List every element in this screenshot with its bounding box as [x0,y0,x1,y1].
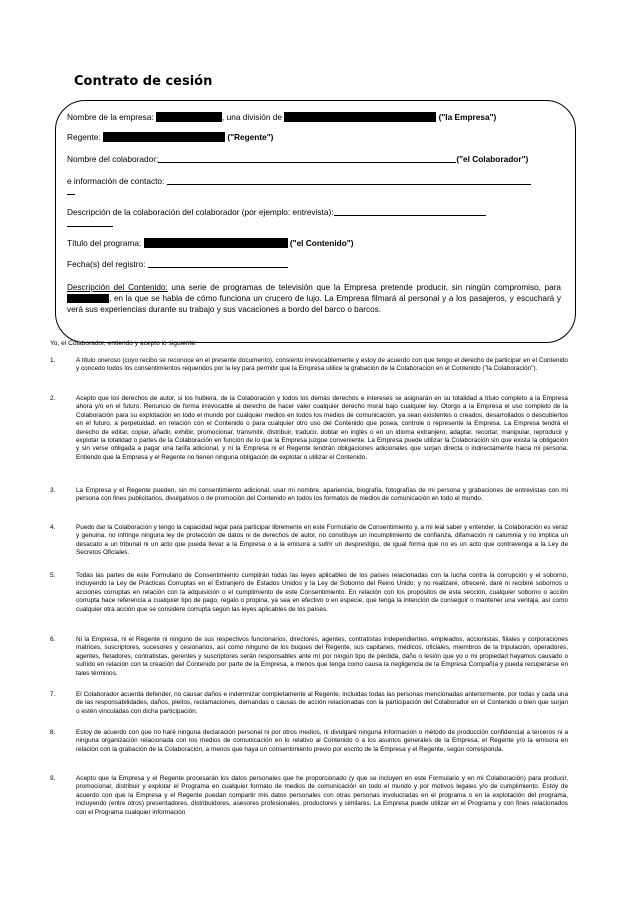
contacto-row [67,176,531,186]
content-description [67,282,561,315]
redaction-block [156,112,222,122]
clause-text: A título oneroso (cuyo recibo se reconoce en el presente documento), consiento irrevocablemente y estoy de acuerdo con que tengo el derecho de participar en el Contenido y concedo todos los consentimientos requeridos por la ley para permitir que la Empresa utilice la grabación de la Colaboración en el Contenido ("la Colaboración"). [76,357,568,373]
colaborador-suffix: ("el Colaborador") [456,154,529,164]
empresa-label: Nombre de la empresa: [67,112,154,122]
fecha-label: Fecha(s) del registro: [67,259,146,269]
redaction-block [144,238,288,248]
redaction-block [103,132,225,142]
regente-suffix: ("Regente") [227,132,274,142]
clause-number: 4. [50,524,56,531]
fecha-input-line[interactable] [148,259,288,268]
empresa-suffix: ("la Empresa") [438,112,497,122]
clause-text: Acepto que la Empresa y el Regente procesarán los datos personales que he proporcionado (y que se incluyen en este Formulario y en mi Colaboración) para producir, promocionar, distribuir y explotar el Programa en cualquier formato de medios de comunicación en todo el mundo y por motivos legales y/o de cumplimiento. Estoy de acuerdo con que la Empresa y el Regente puedan compartir mis datos personales con otras personas involucradas en el programa o en la explotación del programa, incluyendo (entre otros) presentadores, distribuidores, asesores profesionales, productores y similares. La Empresa puede utilizar en el Programa y con fines relacionados con el Programa cualquier información [76,775,568,816]
clause-text: Todas las partes de este Formulario de Consentimiento cumplirán todas las leyes aplicables de los países relacionadas con la lucha contra la corrupción y el soborno, incluyendo la Ley de Prácticas Corruptas en el Extranjero de Estados Unidos y la Ley de Soborno del Reino Unido; y no realizaré, ofreceré, daré ni recibiré sobornos o acciones corruptas en relación con la adquisición o el cumplimiento de este Consentimiento. En relación con los propósitos de esta sección, cualquier soborno o acción corrupta hace referencia a cualquier tipo de pago, regalo o propina, ya sea en efectivo o en especie, que tenga la intención de conseguir o mantener una ventaja, así como cualquier otra acción que se considere corrupta según las leyes aplicables de los países. [76,572,568,613]
description-part1: una serie de programas de televisión que la Empresa pretende producir, sin ningún compromiso, para [167,283,561,292]
colaborador-row [67,154,528,164]
description-label: Descripción del Contenido: [67,283,168,292]
clause-text: Estoy de acuerdo con que no haré ninguna declaración personal ni por otros medios, ni divulgaré ninguna información o método de producción confidencial a terceros ni a ninguna organización relacionada con los medios de comunicación en lo relativo al Contenido o a los asuntos generales de la Empresa, el Regente y/o la emisora en relación con la grabación de la Colaboración, a menos que haya un consentimiento previo por escrito de la Empresa y el Regente, según corresponda. [76,729,568,753]
clause-number: 6. [50,636,56,643]
empresa-row [67,112,496,122]
contacto-continuation-line[interactable] [67,188,75,195]
titulo-label: Título del programa: [67,238,142,248]
empresa-mid: , una división de [222,112,282,122]
intro-text: Yo, el Colaborador, entiendo y acepto lo siguiente: [50,340,197,347]
clause-3 [50,487,568,504]
clause-text: El Colaborador acuerda defender, no causar daños e indemnizar completamente al Regente, incluidas todas las personas mencionadas anteriormente, por todas y cada una de las responsabilidades, daños, pleitos, reclamaciones, demandas o causas de acción relacionadas con la participación del Colaborador en el Contenido o bien que surjan o estén vinculadas con dicha participación. [76,691,568,715]
regente-label: Regente: [67,132,101,142]
colaborador-input-line[interactable] [158,154,456,163]
clause-5 [50,572,568,614]
clause-2 [50,395,568,462]
colaborador-label: Nombre del colaborador: [67,154,159,164]
titulo-suffix: ("el Contenido") [289,238,354,248]
clause-text: La Empresa y el Regente pueden, sin mi consentimiento adicional, usar mi nombre, apariencia, biografía, fotografías de mi persona y grabaciones de entrevistas con mi persona con fines publicitarios, divulgativos o de promoción del Contenido en todos los formatos de medios de comunicación en todo el mundo. [76,487,568,503]
description-part2: , en la que se habla de cómo funciona un crucero de lujo. La Empresa filmará al personal y a los pasajeros, y escuchará y verá sus experiencias durante su trabajo y sus vacaciones a bordo del barco o barcos. [67,294,561,314]
descripcion-label: Descripción de la colaboración del colaborador (por ejemplo: entrevista): [67,207,334,217]
clause-8 [50,729,568,754]
regente-row [67,132,273,142]
clause-number: 9. [50,775,56,782]
clause-1 [50,357,568,374]
clause-number: 7. [50,691,56,698]
descripcion-row [67,207,486,217]
redaction-block [67,294,109,303]
redaction-block [284,112,436,122]
clause-6 [50,636,568,678]
descripcion-input-line[interactable] [334,207,486,216]
clause-4 [50,524,568,558]
clause-number: 3. [50,487,56,494]
fecha-row [67,259,288,269]
clause-number: 8. [50,729,56,736]
contacto-label: e información de contacto: [67,176,165,186]
clause-number: 5. [50,572,56,579]
clause-number: 2. [50,395,56,402]
document-title: Contrato de cesión [74,74,213,89]
descripcion-continuation-line[interactable] [67,220,113,227]
clause-text: Acepto que los derechos de autor, si los hubiera, de la Colaboración y todos los demás derechos e intereses se asignarán en su totalidad a título completo a la Empresa ahora y/o en el futuro. Renuncio de forma irrevocable al derecho de hacer valer cualquier derecho moral bajo cualquier ley. Otorgo a la Empresa el uso completo de la Colaboración para su explotación en todo el mundo por cualquier medios en todos los medios de comunicación, ya sean existentes o creados, desarrollados o descubiertos en el futuro, a perpetuidad, en relación con el Contenido o para cualquier otro uso del Contenido que posea, controle o represente la Empresa. La Empresa tendrá el derecho de editar, copiar, añadir, exhibir, promocionar, transmitir, distribuir, traducir, doblar en inglés o en un idioma extranjero, adaptar, recortar, manipular, reproducir y explotar la totalidad o partes de la Colaboración en función de lo que la Empresa juzgue conveniente. La Empresa puede utilizar la Colaboración sin que exista la obligación y sin verse obligada a pagar una tarifa adicional, y ni la Empresa ni el Regente tendrán obligaciones adicionales que surjan directa o indirectamente hacia mi persona. Entiendo que la Empresa y el Regente no tienen ninguna obligación de explotar o utilizar el Contenido. [76,395,568,461]
clause-number: 1. [50,357,56,364]
clause-text: Puedo dar la Colaboración y tengo la capacidad legal para participar libremente en este Formulario de Consentimiento y, a mi leal saber y entender, la Colaboración es veraz y genuina, no infringe ninguna ley de protección de datos ni de derechos de autor, no constituye un incumplimiento de confianza, difamación ni calumnia y no implica un desacato a un tribunal ni un acto que pueda llevar a la Empresa o a la emisora a sufrir un desprestigio, de igual forma que no es un acto que contravenga a la Ley de Secretos Oficiales. [76,524,568,557]
clause-text: Ni la Empresa, ni el Regente ni ninguno de sus respectivos funcionarios, directores, agentes, contratistas independientes, empleados, accionistas, filiales y corporaciones matrices, suscriptores, sucesores y cesionarios, así como ninguno de los buques del Regente, sus capitanes, médicos, oficiales, miembros de la tripulación, operadores, agentes, fletadores, contratistas, gerentes y suscriptores serán responsables ante mí por ningún tipo de pérdida, daño o lesión que yo o mi propiedad hayamos causado o sufrido en relación con la creación del Contenido por parte de la Empresa, a menos que tenga como causa la negligencia de la Empresa Compañía y pueda recuperarse en tales términos. [76,636,568,677]
contacto-input-line[interactable] [167,176,531,185]
titulo-row [67,238,354,248]
clause-7 [50,691,568,716]
clause-9 [50,775,568,817]
